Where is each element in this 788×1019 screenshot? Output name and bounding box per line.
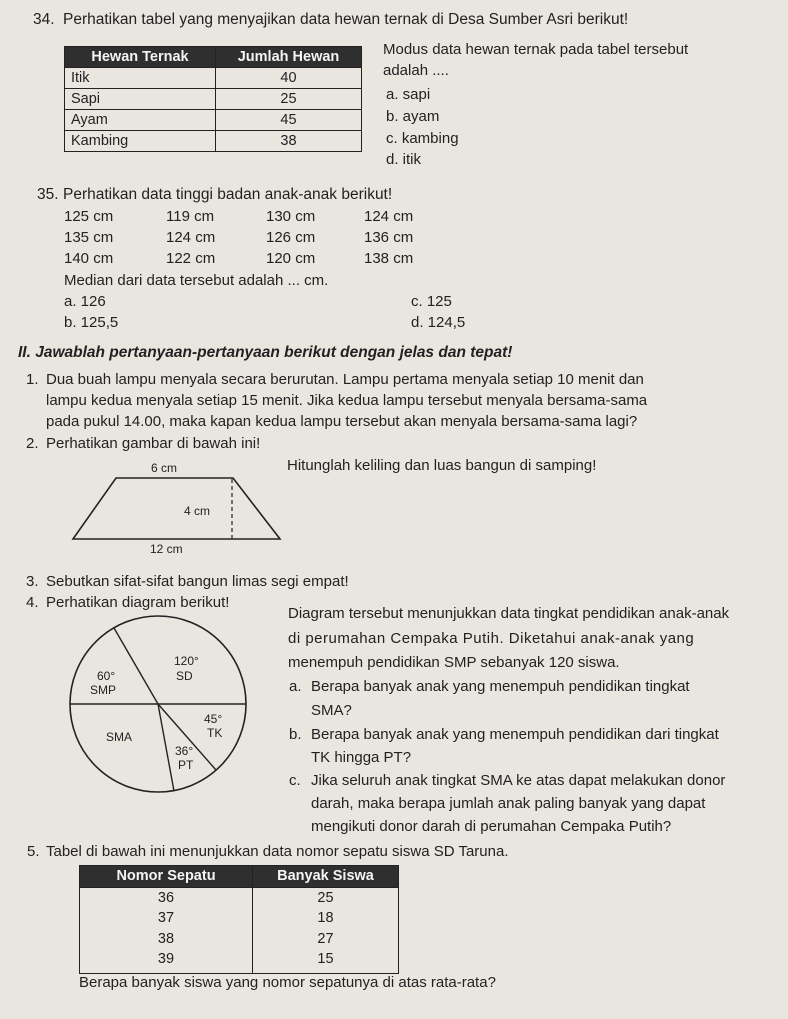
e1-line: Dua buah lampu menyala secara berurutan. Lampu pertama menyala setiap 10 menit dan (46, 371, 644, 388)
e5-number: 5. (27, 843, 40, 860)
table-row (80, 949, 399, 973)
e4-qa-text-cont: SMA? (311, 702, 352, 719)
table-cell: 38 (80, 929, 253, 950)
table-header-row (65, 47, 362, 68)
data-cell: 120 cm (266, 250, 316, 267)
table-header-row (80, 866, 399, 888)
q34-question-cont: adalah .... (383, 62, 449, 79)
table-cell: Sapi (65, 89, 216, 110)
e4-intro: Perhatikan diagram berikut! (46, 594, 230, 611)
table-cell: 37 (80, 908, 253, 929)
e5-intro: Tabel di bawah ini menunjukkan data nomor sepatu siswa SD Taruna. (46, 843, 509, 860)
slice-label-sma: SMA (106, 730, 133, 744)
table-header: Nomor Sepatu (80, 866, 253, 888)
e2-number: 2. (26, 435, 39, 452)
q35-question: Median dari data tersebut adalah ... cm. (64, 272, 329, 289)
slice-angle-pt: 36° (175, 744, 194, 758)
e1-number: 1. (26, 371, 39, 388)
e5-question: Berapa banyak siswa yang nomor sepatunya di atas rata-rata? (79, 974, 496, 991)
data-cell: 135 cm (64, 229, 114, 246)
data-cell: 124 cm (364, 208, 414, 225)
e4-qb-text-cont: TK hingga PT? (311, 749, 412, 766)
e4-qc-text: Jika seluruh anak tingkat SMA ke atas dapat melakukan donor (311, 772, 726, 789)
pie-divider (114, 628, 158, 704)
table-row (80, 887, 399, 908)
data-cell: 122 cm (166, 250, 216, 267)
table-cell: 36 (80, 887, 253, 908)
e1-line: pada pukul 14.00, maka kapan kedua lampu tersebut akan menyala bersama-sama lagi? (46, 413, 638, 430)
q34-option-a: a. sapi (386, 86, 431, 103)
table-header: Banyak Siswa (253, 866, 399, 888)
table-cell: 39 (80, 949, 253, 973)
table-row (65, 131, 362, 152)
table-cell: Ayam (65, 110, 216, 131)
fig-height-label: 4 cm (184, 504, 211, 518)
q35-option-c: c. 125 (411, 293, 452, 310)
q35-number: 35. (37, 186, 59, 203)
table-header: Hewan Ternak (65, 47, 216, 68)
table-cell: 25 (253, 887, 399, 908)
pie-chart (64, 612, 254, 797)
table-row (65, 68, 362, 89)
e4-qa-text: Berapa banyak anak yang menempuh pendidikan tingkat (311, 678, 690, 695)
pie-divider (158, 704, 174, 791)
q35-option-a: a. 126 (64, 293, 106, 310)
e4-qc-text-cont: darah, maka berapa jumlah anak paling banyak yang dapat (311, 795, 706, 812)
q35-option-b: b. 125,5 (64, 314, 119, 331)
e4-desc-line: Diagram tersebut menunjukkan data tingkat pendidikan anak-anak (288, 605, 730, 622)
e1-line: lampu kedua menyala setiap 15 menit. Jika kedua lampu tersebut menyala bersama-sama (46, 392, 648, 409)
e4-desc-line: menempuh pendidikan SMP sebanyak 120 siswa. (288, 654, 620, 671)
table-row (65, 89, 362, 110)
data-cell: 119 cm (166, 208, 215, 225)
slice-label-sd: SD (176, 669, 193, 683)
table-cell: 40 (216, 68, 362, 89)
e3-number: 3. (26, 573, 39, 590)
table-row (80, 929, 399, 950)
slice-angle-smp: 60° (97, 669, 116, 683)
table-cell: 27 (253, 929, 399, 950)
e4-desc-line: di perumahan Cempaka Putih. Diketahui anak-anak yang (288, 630, 695, 647)
section-heading: II. Jawablah pertanyaan-pertanyaan berikut dengan jelas dan tepat! (18, 344, 513, 361)
q34-option-d: d. itik (386, 151, 422, 168)
fig-bottom-label: 12 cm (150, 542, 183, 556)
table-cell: 38 (216, 131, 362, 152)
e4-qa-letter: a. (289, 678, 302, 695)
table-cell: 45 (216, 110, 362, 131)
q34-number: 34. (33, 11, 55, 28)
q35-intro: Perhatikan data tinggi badan anak-anak berikut! (63, 186, 393, 203)
q34-option-b: b. ayam (386, 108, 440, 125)
q34-option-c: c. kambing (386, 130, 459, 147)
data-cell: 130 cm (266, 208, 316, 225)
table-row (65, 110, 362, 131)
table-row (80, 908, 399, 929)
e4-qb-letter: b. (289, 726, 302, 743)
table-cell: 15 (253, 949, 399, 973)
e2-question: Hitunglah keliling dan luas bangun di samping! (287, 457, 597, 474)
fig-top-label: 6 cm (151, 461, 178, 475)
table-cell: Itik (65, 68, 216, 89)
data-cell: 125 cm (64, 208, 114, 225)
shoe-size-table (79, 865, 399, 974)
data-cell: 140 cm (64, 250, 114, 267)
data-cell: 126 cm (266, 229, 316, 246)
e4-number: 4. (26, 594, 39, 611)
trapezoid-shape (73, 478, 280, 539)
e4-qc-text-cont: mengikuti donor darah di perumahan Cempaka Putih? (311, 818, 672, 835)
table-cell: 18 (253, 908, 399, 929)
table-cell: 25 (216, 89, 362, 110)
slice-label-smp: SMP (90, 683, 117, 697)
e4-qc-letter: c. (289, 772, 301, 789)
q35-option-d: d. 124,5 (411, 314, 466, 331)
e3-text: Sebutkan sifat-sifat bangun limas segi empat! (46, 573, 349, 590)
slice-angle-sd: 120° (174, 654, 199, 668)
data-cell: 136 cm (364, 229, 414, 246)
data-cell: 124 cm (166, 229, 216, 246)
q34-intro: Perhatikan tabel yang menyajikan data hewan ternak di Desa Sumber Asri berikut! (63, 11, 629, 28)
e4-qb-text: Berapa banyak anak yang menempuh pendidikan dari tingkat (311, 726, 719, 743)
slice-label-pt: PT (178, 758, 194, 772)
q34-question: Modus data hewan ternak pada tabel tersebut (383, 41, 689, 58)
e2-intro: Perhatikan gambar di bawah ini! (46, 435, 261, 452)
slice-label-tk: TK (207, 726, 223, 740)
data-cell: 138 cm (364, 250, 414, 267)
table-header: Jumlah Hewan (216, 47, 362, 68)
slice-angle-tk: 45° (204, 712, 223, 726)
table-cell: Kambing (65, 131, 216, 152)
livestock-table (64, 46, 362, 152)
